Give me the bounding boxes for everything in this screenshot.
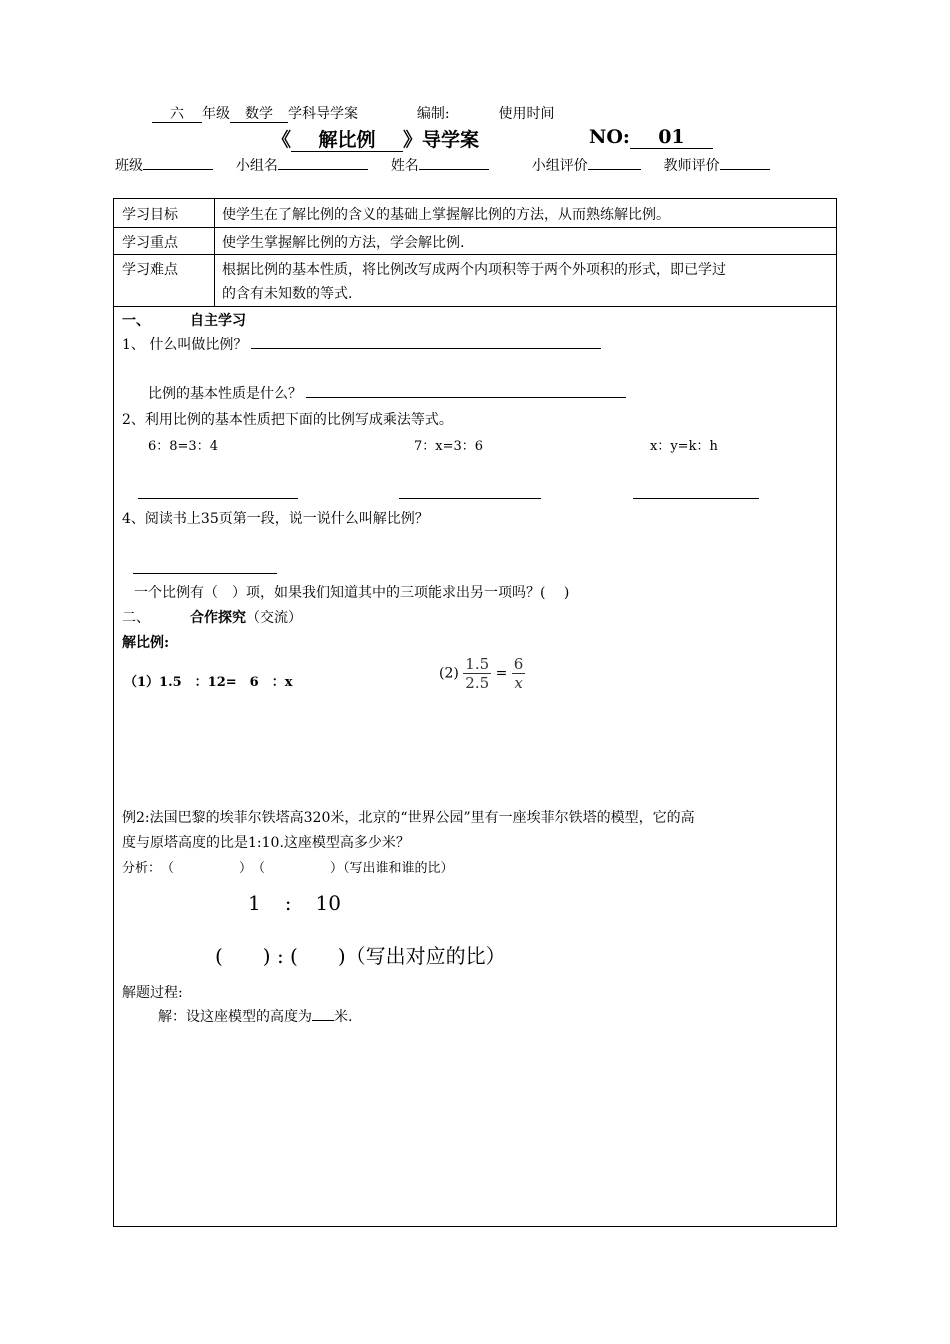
problem-2-prefix: (2) [439, 665, 459, 682]
difficulty-text-2: 的含有未知数的等式. [222, 286, 353, 302]
name-field[interactable] [419, 169, 489, 170]
question-4b: 一个比例有（ ）项，如果我们知道其中的三项能求出另一项吗？( ) [134, 585, 570, 601]
ratio-colon: : [284, 891, 292, 915]
question-1b-text: 比例的基本性质是什么？ [148, 386, 302, 402]
section-1-heading [122, 310, 246, 330]
equation-2: 7：x=3：6 [414, 439, 484, 454]
section-2-title: 合作探究 [190, 610, 246, 626]
equation-3-answer-line[interactable] [633, 498, 759, 499]
no-value: 01 [630, 126, 713, 149]
section-2-num: 二、 [122, 610, 150, 626]
goal-text: 使学生在了解比例的含义的基础上掌握解比例的方法，从而熟练解比例。 [222, 207, 670, 223]
title-topic: 解比例 [291, 129, 403, 152]
key-text: 使学生掌握解比例的方法，学会解比例. [222, 235, 465, 251]
subject-label: 学科导学案 [288, 106, 358, 122]
row-divider-1 [113, 227, 837, 228]
question-1-text: 1、 什么叫做比例？ [122, 337, 248, 353]
corresponding-ratio: ( ) : ( )（写出对应的比） [215, 944, 506, 968]
section-2-note: （交流） [246, 610, 302, 626]
student-info-line [115, 155, 770, 175]
teacher-eval-field[interactable] [720, 169, 770, 170]
class-field[interactable] [143, 169, 213, 170]
question-4-answer-line[interactable] [133, 573, 277, 574]
fraction-right-denominator: x [514, 674, 523, 692]
goal-label: 学习目标 [122, 207, 178, 223]
example-2-line-1: 例2:法国巴黎的埃菲尔铁塔高320米，北京的“世界公园”里有一座埃菲尔铁塔的模型，它的高 [122, 810, 695, 826]
problem-1: （1）1.5 ：12= 6 ：x [124, 675, 293, 690]
group-field[interactable] [278, 169, 368, 170]
solve-label: 解比例: [122, 635, 170, 651]
section-1-num: 一、 [122, 313, 150, 329]
question-1-answer-line[interactable] [251, 348, 601, 349]
teacher-eval-label: 教师评价 [663, 158, 720, 174]
solution-unit: 米. [334, 1009, 353, 1025]
solution-text: 解：设这座模型的高度为 [158, 1009, 312, 1025]
equation-1-answer-line[interactable] [138, 498, 298, 499]
fraction-left [463, 655, 491, 692]
equation-2-answer-line[interactable] [399, 498, 541, 499]
row-divider-3 [113, 306, 837, 307]
grade-value: 六 [152, 106, 202, 123]
header-line-1 [152, 103, 555, 123]
difficulty-label: 学习难点 [122, 262, 178, 278]
row-divider-2 [113, 254, 837, 255]
analysis-line: 分析： （ ） （ ）（写出谁和谁的比） [122, 861, 454, 876]
no-label: NO: [589, 126, 630, 148]
question-2: 2、利用比例的基本性质把下面的比例写成乘法等式。 [122, 412, 453, 428]
subject-value: 数学 [230, 106, 288, 123]
key-label: 学习重点 [122, 235, 178, 251]
equation-3: x：y=k：h [650, 439, 718, 454]
fraction-right [512, 655, 526, 692]
solution-blank[interactable] [312, 1020, 334, 1021]
fraction-left-denominator: 2.5 [465, 674, 490, 692]
section-1-title: 自主学习 [190, 313, 246, 329]
group-eval-field[interactable] [588, 169, 641, 170]
given-ratio [248, 891, 341, 915]
ratio-first: 1 [248, 891, 261, 915]
group-eval-label: 小组评价 [531, 158, 588, 174]
question-1 [122, 334, 601, 354]
solution-line [158, 1006, 352, 1026]
grade-label: 年级 [202, 106, 230, 122]
table-divider-vertical [214, 198, 215, 306]
fraction-left-numerator: 1.5 [465, 655, 490, 673]
compiler-label: 编制: [416, 106, 450, 122]
name-label: 姓名 [390, 158, 419, 174]
example-2-line-2: 度与原塔高度的比是1:10.这座模型高多少米？ [122, 835, 410, 851]
equals-sign: = [495, 665, 508, 682]
group-label: 小组名 [235, 158, 278, 174]
ratio-second: 10 [315, 891, 341, 915]
title-close: 》导学案 [403, 129, 480, 151]
question-1b [148, 383, 626, 403]
title-open: 《 [272, 129, 292, 151]
question-1b-answer-line[interactable] [306, 397, 626, 398]
question-4: 4、阅读书上35页第一段，说一说什么叫解比例？ [122, 511, 429, 527]
process-label: 解题过程: [122, 985, 183, 1001]
section-2-heading [122, 607, 302, 627]
class-label: 班级 [115, 158, 143, 174]
problem-2 [439, 655, 525, 692]
use-time-label: 使用时间 [498, 106, 555, 122]
difficulty-text-1: 根据比例的基本性质，将比例改写成两个内项积等于两个外项积的形式，即已学过 [222, 262, 726, 278]
page-title [272, 125, 479, 152]
fraction-right-numerator: 6 [513, 655, 524, 673]
equation-1: 6：8=3：4 [148, 439, 218, 454]
doc-number [589, 126, 713, 149]
